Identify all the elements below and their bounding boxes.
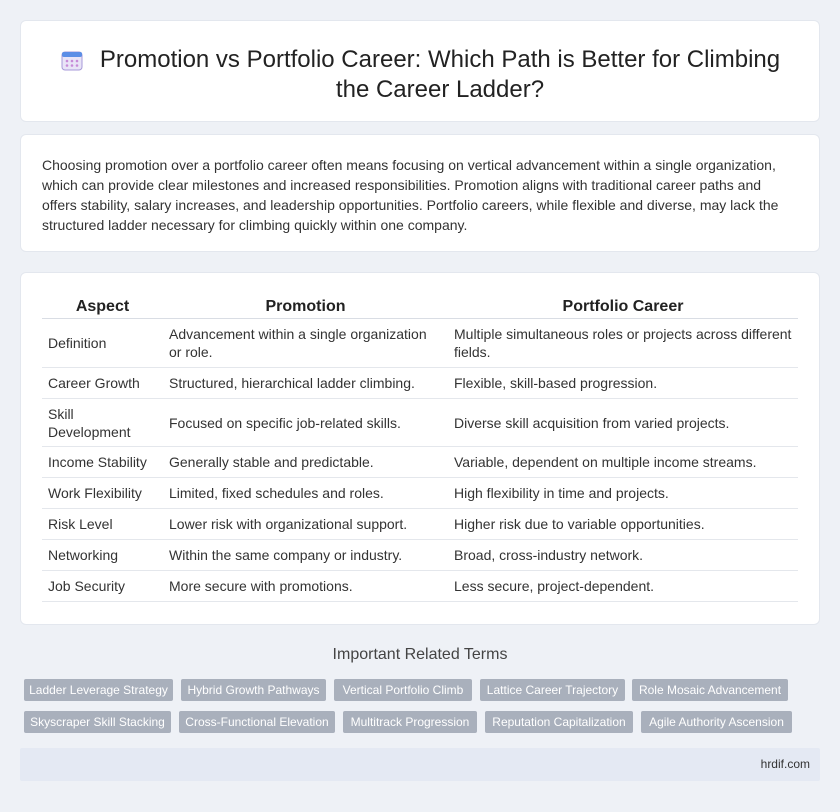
related-term-chip[interactable]: Hybrid Growth Pathways — [181, 679, 326, 701]
table-row — [42, 509, 798, 540]
intro-card — [20, 134, 820, 252]
row-portfolio: Broad, cross-industry network. — [448, 540, 798, 571]
row-promotion: Focused on specific job-related skills. — [163, 399, 448, 447]
row-promotion: More secure with promotions. — [163, 571, 448, 602]
row-promotion: Limited, fixed schedules and roles. — [163, 478, 448, 509]
page-title: Promotion vs Portfolio Career: Which Path is Better for Climbing the Career Ladder? — [99, 46, 781, 103]
row-aspect: Career Growth — [42, 368, 163, 399]
table-header-row — [42, 295, 798, 319]
related-term-chip[interactable]: Vertical Portfolio Climb — [334, 679, 472, 701]
table-row — [42, 368, 798, 399]
row-aspect: Definition — [42, 319, 163, 368]
column-header-promotion: Promotion — [163, 295, 448, 319]
title-card — [20, 20, 820, 122]
row-aspect: Risk Level — [42, 509, 163, 540]
row-aspect: Income Stability — [42, 447, 163, 478]
row-promotion: Lower risk with organizational support. — [163, 509, 448, 540]
row-aspect: Job Security — [42, 571, 163, 602]
row-aspect: Skill Development — [42, 399, 163, 447]
column-header-aspect: Aspect — [42, 295, 163, 319]
row-portfolio: High flexibility in time and projects. — [448, 478, 798, 509]
footer-bar — [20, 748, 820, 781]
table-row — [42, 571, 798, 602]
row-promotion: Within the same company or industry. — [163, 540, 448, 571]
related-terms-heading: Important Related Terms — [332, 646, 508, 663]
related-term-chip[interactable]: Skyscraper Skill Stacking — [24, 711, 171, 733]
related-term-chip[interactable]: Reputation Capitalization — [485, 711, 633, 733]
related-term-chip[interactable]: Lattice Career Trajectory — [480, 679, 625, 701]
row-promotion: Advancement within a single organization or role. — [163, 319, 448, 368]
related-term-chip[interactable]: Role Mosaic Advancement — [632, 679, 788, 701]
row-aspect: Work Flexibility — [42, 478, 163, 509]
row-portfolio: Variable, dependent on multiple income streams. — [448, 447, 798, 478]
row-portfolio: Flexible, skill-based progression. — [448, 368, 798, 399]
table-row — [42, 319, 798, 368]
row-portfolio: Diverse skill acquisition from varied projects. — [448, 399, 798, 447]
row-aspect: Networking — [42, 540, 163, 571]
row-promotion: Structured, hierarchical ladder climbing. — [163, 368, 448, 399]
row-promotion: Generally stable and predictable. — [163, 447, 448, 478]
row-portfolio: Less secure, project-dependent. — [448, 571, 798, 602]
footer-site-link[interactable]: hrdif.com — [760, 757, 810, 771]
related-term-chip[interactable]: Multitrack Progression — [343, 711, 477, 733]
calendar-icon — [61, 49, 83, 71]
related-term-chip[interactable]: Cross-Functional Elevation — [179, 711, 335, 733]
table-row — [42, 447, 798, 478]
related-term-chip[interactable]: Ladder Leverage Strategy — [24, 679, 173, 701]
related-term-chip[interactable]: Agile Authority Ascension — [641, 711, 792, 733]
table-row — [42, 540, 798, 571]
intro-paragraph: Choosing promotion over a portfolio career often means focusing on vertical advancement within a single organization, which can provide clear milestones and increased responsibilities. Promotion aligns with traditional career paths and offers stability, salary increases, and leadership opportunities. Portfolio careers, while flexible and diverse, may lack the structured ladder necessary for climbing quickly within one company. — [42, 157, 779, 233]
column-header-portfolio: Portfolio Career — [448, 295, 798, 319]
row-portfolio: Higher risk due to variable opportunities. — [448, 509, 798, 540]
comparison-card — [20, 272, 820, 625]
comparison-table — [42, 295, 798, 602]
table-row — [42, 478, 798, 509]
table-row — [42, 399, 798, 447]
row-portfolio: Multiple simultaneous roles or projects across different fields. — [448, 319, 798, 368]
